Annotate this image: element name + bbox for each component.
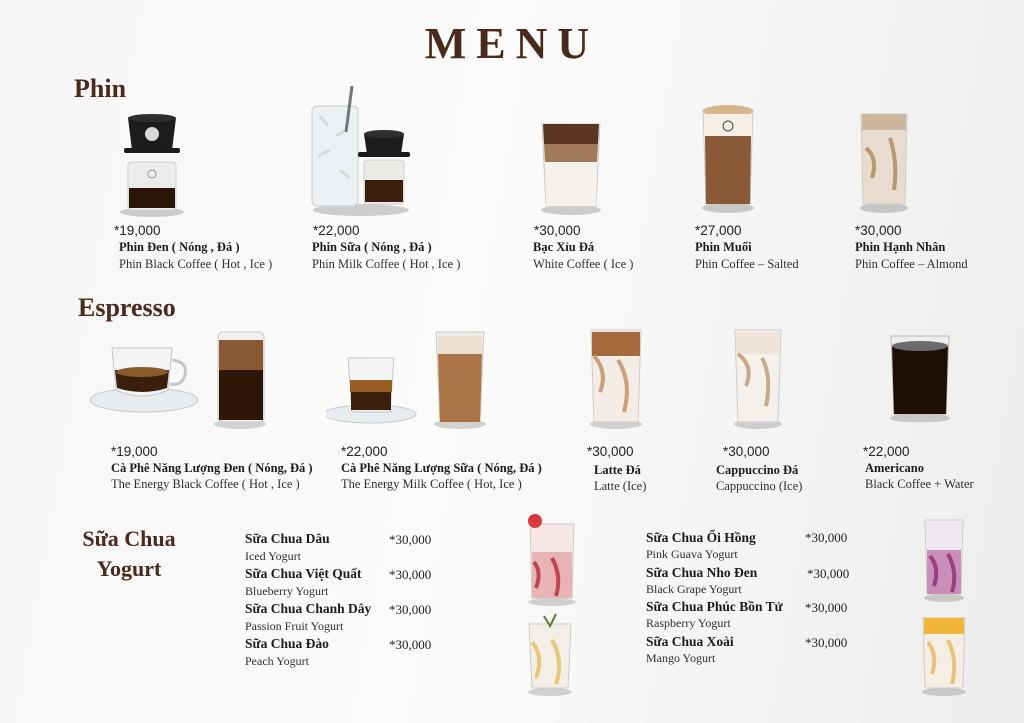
- item-name-en: Phin Black Coffee ( Hot , Ice ): [119, 257, 273, 271]
- energy-milk-coffee-image: [326, 326, 488, 430]
- section-title-phin: Phin: [74, 74, 127, 103]
- yogurt-name-en: Blueberry Yogurt: [245, 584, 329, 598]
- yogurt-name-vn: Sữa Chua Xoài: [646, 634, 734, 649]
- yogurt-name-en: Peach Yogurt: [245, 654, 310, 668]
- yogurt-price: *30,000: [805, 530, 848, 545]
- yogurt-name-vn: Sữa Chua Ổi Hồng: [646, 530, 756, 545]
- latte-image: [588, 326, 644, 430]
- yogurt-price: *30,000: [389, 567, 432, 582]
- yogurt-name-en: Iced Yogurt: [245, 549, 301, 563]
- item-name-vn: Phin Hạnh Nhân: [855, 240, 946, 254]
- yogurt-name-vn: Sữa Chua Dâu: [245, 531, 330, 546]
- item-price: *30,000: [855, 223, 902, 238]
- item-price: *30,000: [534, 223, 581, 238]
- yogurt-name-en: Mango Yogurt: [646, 651, 716, 665]
- item-name-vn: Phin Đen ( Nóng , Đá ): [119, 240, 240, 254]
- item-name-en: Cappuccino (Ice): [716, 479, 803, 493]
- section-title-yogurt-en: Yogurt: [96, 556, 162, 581]
- peach-yogurt-image: [524, 612, 576, 696]
- americano-image: [888, 332, 952, 422]
- phin-muoi-image: [700, 102, 756, 214]
- phin-hanh-nhan-image: [858, 108, 910, 214]
- item-price: *30,000: [587, 444, 634, 459]
- item-name-vn: Cà Phê Năng Lượng Sữa ( Nóng, Đá ): [341, 461, 542, 475]
- phin-milk-coffee-image: [306, 86, 416, 216]
- item-name-en: Black Coffee + Water: [865, 477, 974, 491]
- yogurt-name-en: Passion Fruit Yogurt: [245, 619, 344, 633]
- item-name-vn: Cà Phê Năng Lượng Đen ( Nóng, Đá ): [111, 461, 313, 475]
- bac-xiu-image: [538, 118, 604, 216]
- pink-guava-yogurt-image: [922, 516, 966, 602]
- item-price: *30,000: [723, 444, 770, 459]
- yogurt-price: *30,000: [389, 602, 432, 617]
- yogurt-price: *30,000: [807, 566, 850, 581]
- yogurt-price: *30,000: [389, 532, 432, 547]
- yogurt-name-en: Pink Guava Yogurt: [646, 547, 738, 561]
- item-name-en: White Coffee ( Ice ): [533, 257, 634, 271]
- yogurt-name-en: Raspberry Yogurt: [646, 616, 731, 630]
- item-name-en: Phin Coffee – Salted: [695, 257, 799, 271]
- item-name-vn: Americano: [865, 461, 925, 475]
- item-price: *19,000: [111, 444, 158, 459]
- yogurt-name-vn: Sữa Chua Phúc Bồn Tử: [646, 599, 783, 614]
- strawberry-yogurt-image: [522, 512, 578, 606]
- cappuccino-image: [732, 326, 784, 430]
- item-price: *27,000: [695, 223, 742, 238]
- mango-yogurt-image: [920, 612, 968, 696]
- yogurt-name-en: Black Grape Yogurt: [646, 582, 742, 596]
- phin-black-coffee-image: [112, 108, 192, 218]
- energy-black-coffee-image: [88, 326, 268, 430]
- item-price: *22,000: [863, 444, 910, 459]
- item-price: *22,000: [341, 444, 388, 459]
- item-price: *22,000: [313, 223, 360, 238]
- yogurt-name-vn: Sữa Chua Việt Quất: [245, 566, 362, 581]
- item-name-en: The Energy Milk Coffee ( Hot, Ice ): [341, 477, 522, 491]
- item-name-en: Latte (Ice): [594, 479, 647, 493]
- item-price: *19,000: [114, 223, 161, 238]
- yogurt-price: *30,000: [805, 635, 848, 650]
- yogurt-name-vn: Sữa Chua Đào: [245, 636, 329, 651]
- item-name-vn: Latte Đá: [594, 463, 641, 477]
- item-name-en: Phin Coffee – Almond: [855, 257, 968, 271]
- section-title-yogurt-vn: Sữa Chua: [82, 526, 176, 551]
- yogurt-price: *30,000: [805, 600, 848, 615]
- yogurt-name-vn: Sữa Chua Nho Đen: [646, 565, 758, 580]
- item-name-en: The Energy Black Coffee ( Hot , Ice ): [111, 477, 300, 491]
- page-title: MENU: [424, 19, 600, 68]
- item-name-vn: Cappuccino Đá: [716, 463, 799, 477]
- item-name-vn: Bạc Xỉu Đá: [533, 240, 595, 254]
- yogurt-name-vn: Sữa Chua Chanh Dây: [245, 601, 372, 616]
- yogurt-price: *30,000: [389, 637, 432, 652]
- section-title-yogurt: [74, 524, 184, 584]
- item-name-vn: Phin Sữa ( Nóng , Đá ): [312, 240, 432, 254]
- item-name-vn: Phin Muối: [695, 240, 752, 254]
- section-title-espresso: Espresso: [78, 293, 176, 322]
- item-name-en: Phin Milk Coffee ( Hot , Ice ): [312, 257, 461, 271]
